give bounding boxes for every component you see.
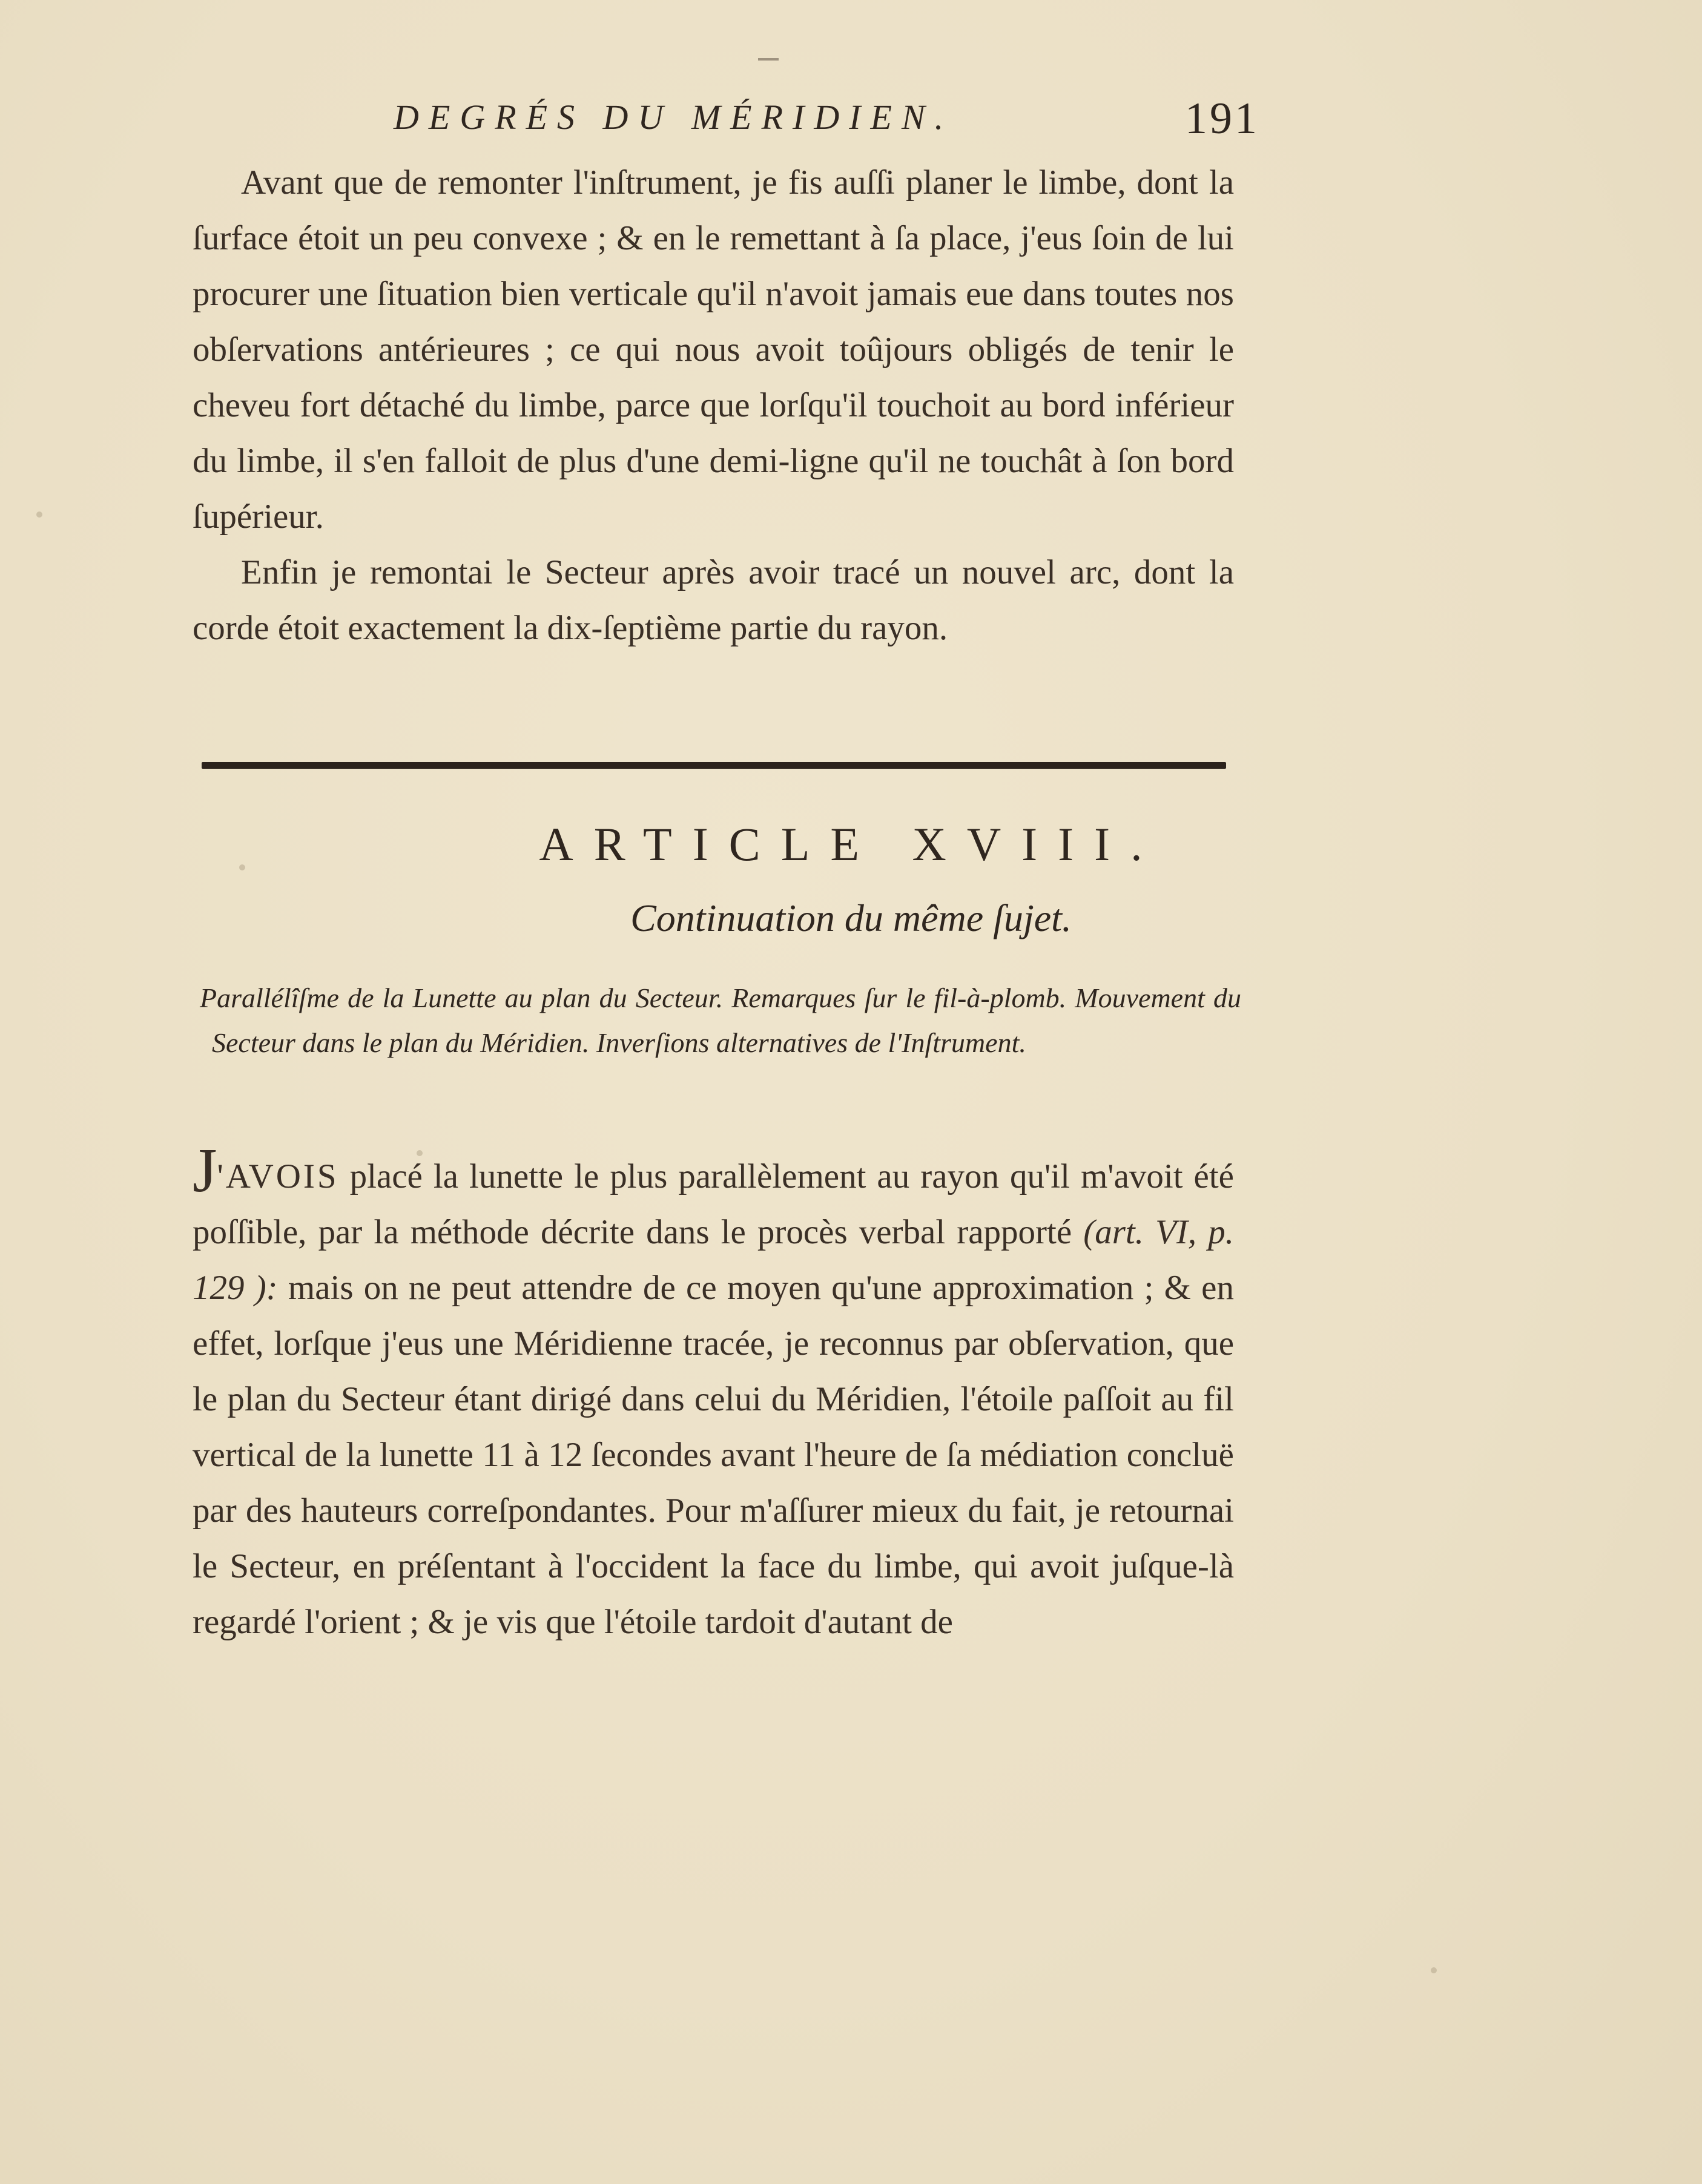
running-title: DEGRÉS DU MÉRIDIEN. <box>394 97 954 137</box>
text-block-body <box>193 1136 1234 1650</box>
page-number: 191 <box>1185 94 1259 143</box>
paragraph: Enfin je remontai le Secteur après avoir tracé un nouvel arc, dont la corde étoit exactement la dix-ſeptième partie du rayon. <box>193 553 1234 647</box>
paragraph <box>193 1136 1234 1650</box>
lead-word: 'AVOIS <box>217 1157 339 1196</box>
body-text: mais on ne peut attendre de ce moyen qu'une approximation ; & en effet, lorſque j'eus une Méridienne tracée, je reconnus par obſervation, que le plan du Secteur étant dirigé dans celui du Méridien, l'étoile paſſoit au fil vertical de la lunette 11 à 12 ſecondes avant l'heure de ſa médiation concluë par des hauteurs correſpondantes. Pour m'aſſurer mieux du fait, je retournai le Secteur, en préſentant à l'occident la face du limbe, qui avoit juſque-là regardé l'orient ; & je vis que l'étoile tardoit d'autant de <box>193 1269 1234 1641</box>
body-text: placé la lunette le plus parallèlement au rayon qu'il m'avoit été poſſible, par la méthode décrite dans le procès verbal rapporté <box>193 1157 1234 1251</box>
page-header <box>388 91 1259 157</box>
summary-text: Parallélîſme de la Lunette au plan du Secteur. Remarques ſur le fil-à-plomb. Mouvement du Secteur dans le plan du Méridien. Inverſions alternatives de l'Inſtrument. <box>200 982 1241 1058</box>
text-block-top <box>193 155 1234 656</box>
paper-speck <box>36 511 42 518</box>
article-summary <box>200 976 1241 1065</box>
article-subtitle: Continuation du même ſujet. <box>630 896 1072 939</box>
paper-speck <box>1431 1967 1437 1973</box>
section-rule <box>202 762 1226 769</box>
paragraph: Avant que de remonter l'inſtrument, je fis auſſi planer le limbe, dont la ſurface étoit un peu convexe ; & en le remettant à ſa place, j'eus ſoin de lui procurer une ſituation bien verticale qu'il n'avoit jamais eue dans toutes nos obſervations antérieures ; ce qui nous avoit toûjours obligés de tenir le cheveu fort détaché du limbe, parce que lorſqu'il touchoit au bord inférieur du limbe, il s'en falloit de plus d'une demi-ligne qu'il ne touchât à ſon bord ſupérieur. <box>193 163 1234 536</box>
reference-citation: (art. VI, p. 129 ): <box>193 1213 1234 1307</box>
signature-mark <box>758 58 779 61</box>
paper-speck <box>417 1150 423 1156</box>
drop-cap: J <box>193 1136 217 1205</box>
article-title: ARTICLE XVIII. <box>539 818 1163 870</box>
paper-speck <box>239 864 245 870</box>
